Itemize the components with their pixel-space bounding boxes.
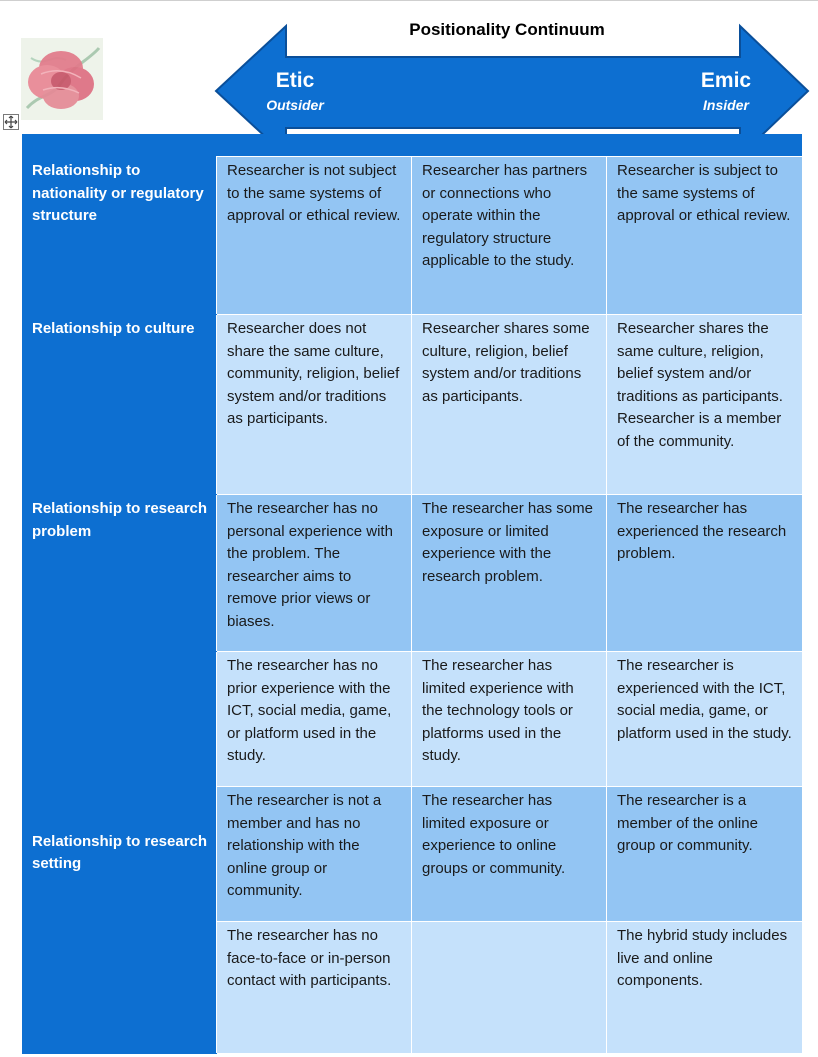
outsider-label: Outsider [266, 97, 324, 113]
table-header-band [22, 134, 802, 156]
row-label: Relationship to research problem [23, 495, 217, 652]
emic-cell: The hybrid study includes live and online components. [607, 922, 803, 1054]
row-label: Relationship to culture [23, 315, 217, 495]
etic-label: Etic [275, 69, 315, 92]
etic-cell: Researcher does not share the same culture, community, religion, belief system and/or traditions as participants. [217, 315, 412, 495]
emic-cell: Researcher is subject to the same systems of approval or ethical review. [607, 157, 803, 315]
etic-pole [235, 69, 355, 115]
etic-cell: The researcher has no prior experience with the ICT, social media, game, or platform used in the study. [217, 652, 412, 787]
positionality-table [22, 134, 802, 1054]
etic-cell: Researcher is not subject to the same systems of approval or ethical review. [217, 157, 412, 315]
middle-cell: The researcher has some exposure or limited experience with the research problem. [412, 495, 607, 652]
row-label: Relationship to nationality or regulatory structure [23, 157, 217, 315]
middle-cell: Researcher has partners or connections who operate within the regulatory structure applicable to the study. [412, 157, 607, 315]
middle-cell [412, 922, 607, 1054]
table-row [23, 157, 803, 315]
row-label: Relationship to research setting [23, 652, 217, 1054]
etic-cell: The researcher is not a member and has no relationship with the online group or community. [217, 787, 412, 922]
middle-cell: The researcher has limited exposure or experience to online groups or community. [412, 787, 607, 922]
emic-label: Emic [700, 69, 752, 92]
etic-cell: The researcher has no personal experience with the problem. The researcher aims to remove prior views or biases. [217, 495, 412, 652]
table-row [23, 495, 803, 652]
table-row [23, 652, 803, 787]
continuum-title: Positionality Continuum [409, 20, 605, 39]
emic-cell: The researcher has experienced the research problem. [607, 495, 803, 652]
emic-pole [666, 69, 786, 115]
emic-cell: The researcher is a member of the online group or community. [607, 787, 803, 922]
middle-cell: The researcher has limited experience with the technology tools or platforms used in the study. [412, 652, 607, 787]
middle-cell: Researcher shares some culture, religion, belief system and/or traditions as participants. [412, 315, 607, 495]
etic-cell: The researcher has no face-to-face or in-person contact with participants. [217, 922, 412, 1054]
emic-cell: The researcher is experienced with the ICT, social media, game, or platform used in the study. [607, 652, 803, 787]
insider-label: Insider [703, 97, 749, 113]
emic-cell: Researcher shares the same culture, religion, belief system and/or traditions as participants. Researcher is a member of the community. [607, 315, 803, 495]
table-row [23, 315, 803, 495]
